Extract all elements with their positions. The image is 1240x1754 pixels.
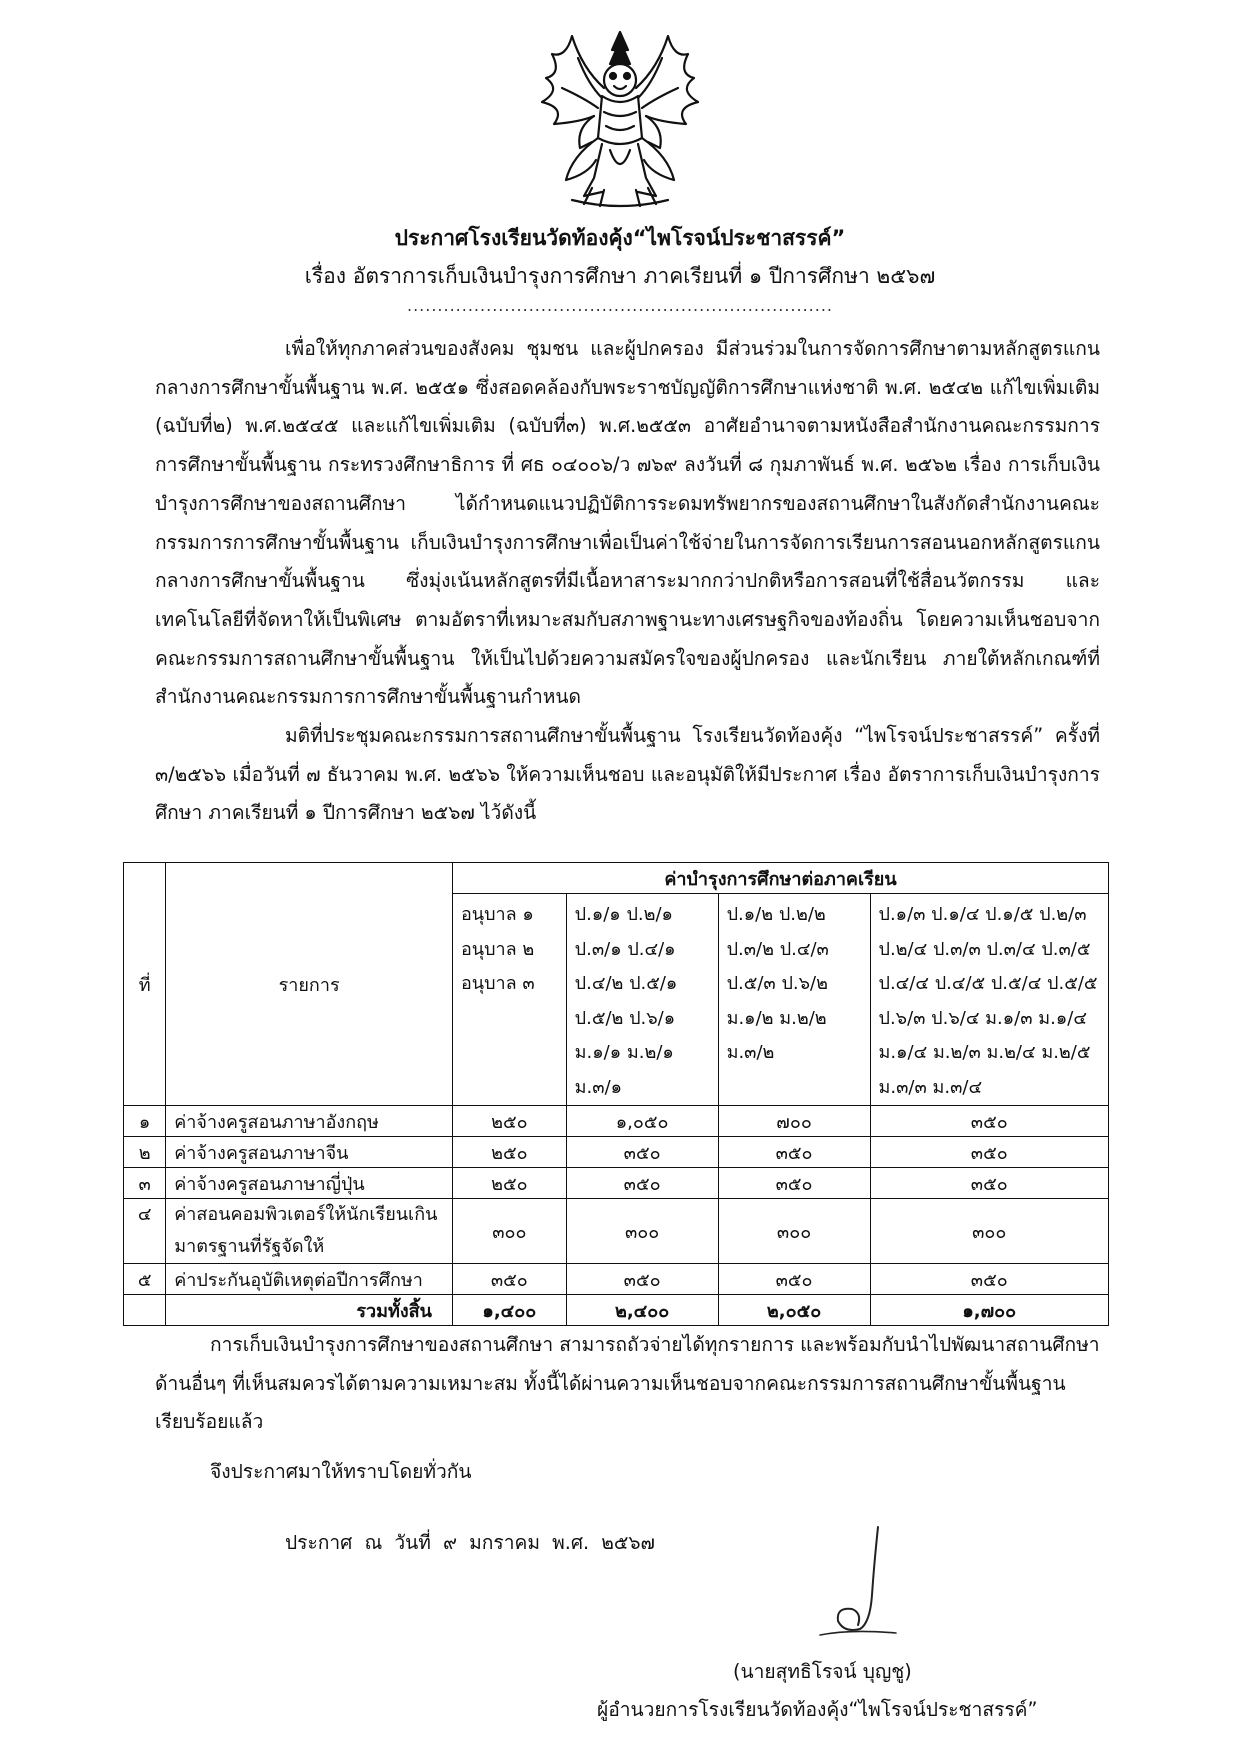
table-row: ๓ ค่าจ้างครูสอนภาษาญี่ปุ่น ๒๕๐ ๓๕๐ ๓๕๐ ๓๕๐ — [124, 1168, 1109, 1199]
fee-table — [123, 862, 1109, 1326]
closing-statement: จึงประกาศมาให้ทราบโดยทั่วกัน — [210, 1460, 472, 1483]
usage-paragraph: การเก็บเงินบำรุงการศึกษาของสถานศึกษา สามารถถัวจ่ายได้ทุกรายการ และพร้อมกับนำไปพัฒนาสถานศึกษาด้านอื่นๆ ที่เห็นสมควรได้ตามความเหมาะสม ทั้งนี้ได้ผ่านความเห็นชอบจากคณะกรรมการสถานศึกษาขั้นพื้นฐานเรียบร้อยแล้ว — [155, 1333, 1100, 1434]
announcement-subject: เรื่อง อัตราการเก็บเงินบำรุงการศึกษา ภาคเรียนที่ ๑ ปีการศึกษา ๒๕๖๗ — [304, 264, 936, 288]
level-kindergarten: อนุบาล ๑ อนุบาล ๒ อนุบาล ๓ — [452, 894, 566, 1106]
level-group-b: ป.๑/๒ ป.๒/๒ ป.๓/๒ ป.๔/๓ ป.๕/๓ ป.๖/๒ ม.๑/๒ ม.๒/๒ ม.๓/๒ — [718, 894, 870, 1106]
table-row: ๑ ค่าจ้างครูสอนภาษาอังกฤษ ๒๕๐ ๑,๐๕๐ ๗๐๐ ๓๕๐ — [124, 1106, 1109, 1137]
level-group-c: ป.๑/๓ ป.๑/๔ ป.๑/๕ ป.๒/๓ ป.๒/๔ ป.๓/๓ ป.๓/๔ ป.๓/๕ ป.๔/๔ ป.๔/๕ ป.๕/๔ ป.๕/๕ ป.๖/๓ ป.๖/๔ ม.๑/๓ ม.๑/๔ ม.๑/๔ ม.๒/๓ ม.๒/๔ ม.๒/๕ ม.๓/๓ ม.๓/๔ — [870, 894, 1108, 1106]
table-row: ๔ ค่าสอนคอมพิวเตอร์ให้นักเรียนเกินมาตรฐานที่รัฐจัดให้ ๓๐๐ ๓๐๐ ๓๐๐ ๓๐๐ — [124, 1199, 1109, 1264]
signature-icon — [800, 1525, 910, 1645]
signer-position: ผู้อำนวยการโรงเรียนวัดท้องคุ้ง“ไพโรจน์ประชาสรรค์” — [597, 1698, 1038, 1721]
header-fee-group: ค่าบำรุงการศึกษาต่อภาคเรียน — [452, 863, 1108, 894]
paragraph-background: เพื่อให้ทุกภาคส่วนของสังคม ชุมชน และผู้ปกครอง มีส่วนร่วมในการจัดการศึกษาตามหลักสูตรแกนกลางการศึกษาขั้นพื้นฐาน พ.ศ. ๒๕๕๑ ซึ่งสอดคล้องกับพระราชบัญญัติการศึกษาแห่งชาติ พ.ศ. ๒๕๔๒ แก้ไขเพิ่มเติม (ฉบับที่๒) พ.ศ.๒๕๔๕ และแก้ไขเพิ่มเติม (ฉบับที่๓) พ.ศ.๒๕๕๓ อาศัยอำนาจตามหนังสือสำนักงานคณะกรรมการการศึกษาขั้นพื้นฐาน กระทรวงศึกษาธิการ ที่ ศธ ๐๔๐๐๖/ว ๗๖๙ ลงวันที่ ๘ กุมภาพันธ์ พ.ศ. ๒๕๖๒ เรื่อง การเก็บเงินบำรุงการศึกษาของสถานศึกษา ได้กำหนดแนวปฏิบัติการระดมทรัพยากรของสถานศึกษาในสังกัดสำนักงานคณะกรรมการการศึกษาขั้นพื้นฐาน เก็บเงินบำรุงการศึกษาเพื่อเป็นค่าใช้จ่ายในการจัดการเรียนการสอนนอกหลักสูตรแกนกลางการศึกษาขั้นพื้นฐาน ซึ่งมุ่งเน้นหลักสูตรที่มีเนื้อหาสาระมากกว่าปกติหรือการสอนที่ใช้สื่อนวัตกรรม และเทคโนโลยีที่จัดหาให้เป็นพิเศษ ตามอัตราที่เหมาะสมกับสภาพฐานะทางเศรษฐกิจของท้องถิ่น โดยความเห็นชอบจากคณะกรรมการสถานศึกษาขั้นพื้นฐาน ให้เป็นไปด้วยความสมัครใจของผู้ปกครอง และนักเรียน ภายใต้หลักเกณฑ์ที่สำนักงานคณะกรรมการการศึกษาขั้นพื้นฐานกำหนด — [155, 337, 1100, 709]
signer-name: (นายสุทธิโรจน์ บุญชู) — [733, 1660, 912, 1683]
total-label: รวมทั้งสิ้น — [166, 1295, 453, 1326]
table-row: ๕ ค่าประกันอุบัติเหตุต่อปีการศึกษา ๓๕๐ ๓๕๐ ๓๕๐ ๓๕๐ — [124, 1264, 1109, 1295]
header-no: ที่ — [124, 863, 166, 1106]
title-separator: ...................................................................... — [406, 296, 833, 315]
level-group-a: ป.๑/๑ ป.๒/๑ ป.๓/๑ ป.๔/๑ ป.๔/๒ ป.๕/๑ ป.๕/๒ ป.๖/๑ ม.๑/๑ ม.๒/๑ ม.๓/๑ — [566, 894, 718, 1106]
announcement-body — [155, 330, 1100, 833]
table-total-row: รวมทั้งสิ้น ๑,๔๐๐ ๒,๔๐๐ ๒,๐๕๐ ๑,๗๐๐ — [124, 1295, 1109, 1326]
garuda-emblem-icon — [532, 28, 708, 214]
table-header-row — [124, 863, 1109, 894]
header-item: รายการ — [166, 863, 453, 1106]
announcement-title: ประกาศโรงเรียนวัดท้องคุ้ง“ไพโรจน์ประชาสรรค์” — [394, 226, 846, 250]
paragraph-resolution: มติที่ประชุมคณะกรรมการสถานศึกษาขั้นพื้นฐาน โรงเรียนวัดท้องคุ้ง “ไพโรจน์ประชาสรรค์” ครั้งที่ ๓/๒๕๖๖ เมื่อวันที่ ๗ ธันวาคม พ.ศ. ๒๕๖๖ ให้ความเห็นชอบ และอนุมัติให้มีประกาศ เรื่อง อัตราการเก็บเงินบำรุงการศึกษา ภาคเรียนที่ ๑ ปีการศึกษา ๒๕๖๗ ไว้ดังนี้ — [155, 724, 1100, 825]
announcement-date: ประกาศ ณ วันที่ ๙ มกราคม พ.ศ. ๒๕๖๗ — [285, 1531, 655, 1554]
table-row: ๒ ค่าจ้างครูสอนภาษาจีน ๒๕๐ ๓๕๐ ๓๕๐ ๓๕๐ — [124, 1137, 1109, 1168]
